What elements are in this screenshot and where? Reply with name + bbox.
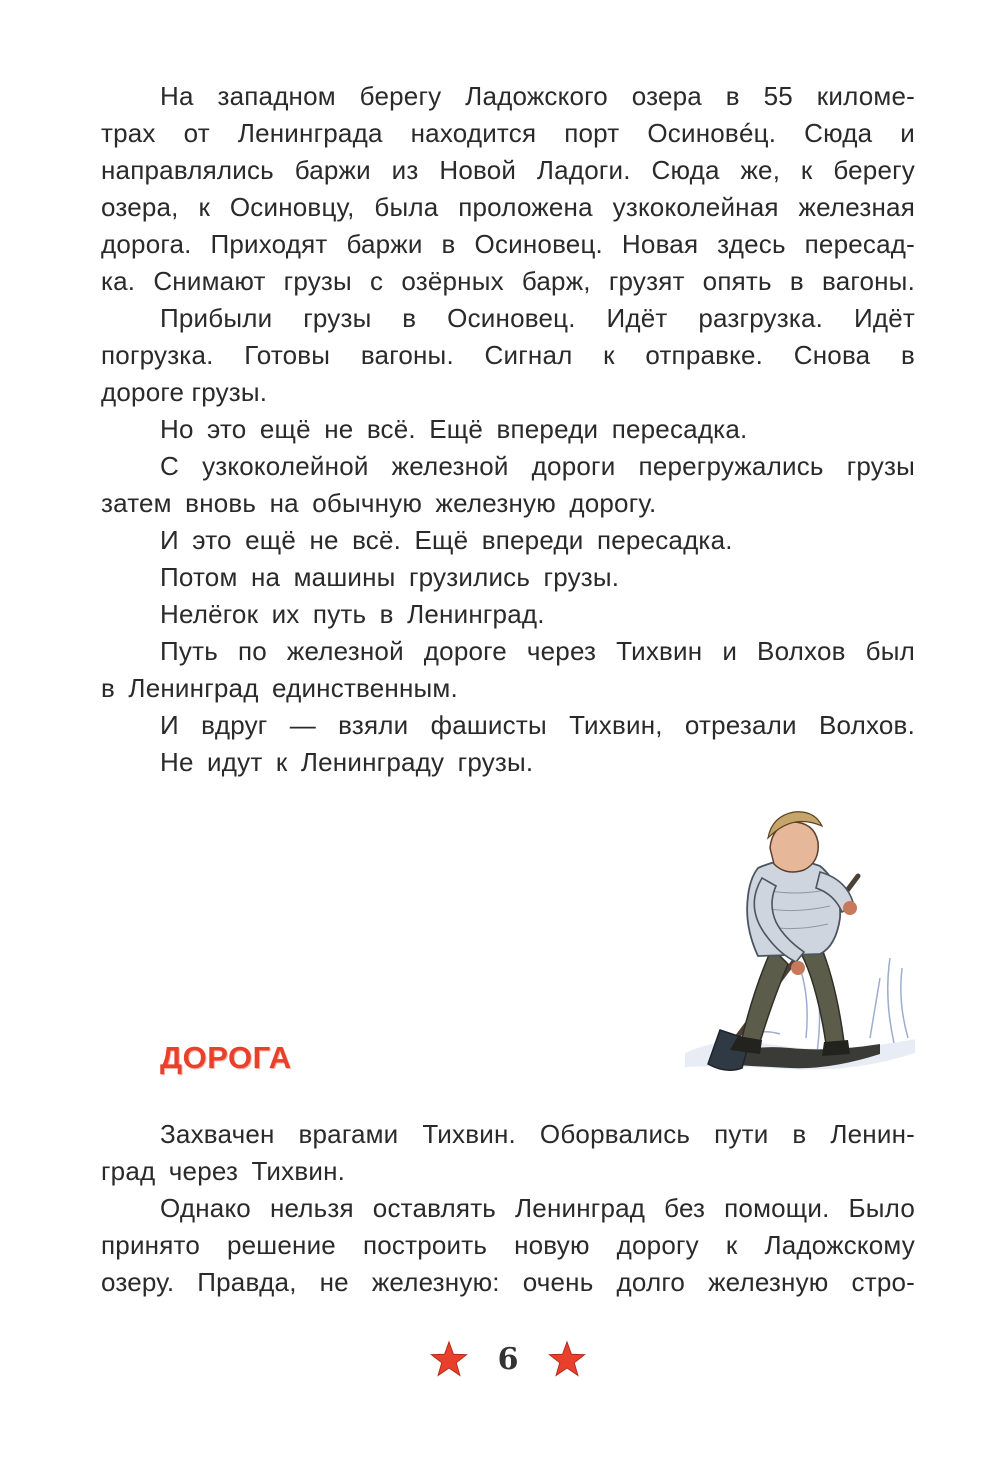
text-line: Но это ещё не всё. Ещё впереди пересадка. xyxy=(160,414,748,444)
text-line: Путь по железной дороге через Тихвин и Волхов был xyxy=(160,636,915,666)
text-line: Не идут к Ленинграду грузы. xyxy=(160,747,534,777)
text-line: И вдруг — взяли фашисты Тихвин, отрезали Волхов. xyxy=(160,710,915,740)
text-line: На западном берегу Ладожского озера в 55 киломе- xyxy=(160,81,915,111)
text-line: Однако нельзя оставлять Ленинград без помощи. Было xyxy=(160,1193,915,1223)
red-star-icon xyxy=(430,1340,468,1378)
text-line: С узкоколейной железной дороги перегружались грузы xyxy=(160,451,915,481)
text-line: дорога. Приходят баржи в Осиновец. Новая здесь пересад- xyxy=(101,229,915,259)
text-line: в Ленинград единственным. xyxy=(101,673,458,703)
text-line: дороге грузы. xyxy=(101,377,268,407)
man-with-shovel-illustration xyxy=(680,798,920,1088)
page-footer xyxy=(0,1330,1000,1390)
text-line: Потом на машины грузились грузы. xyxy=(160,562,620,592)
text-line: Захвачен врагами Тихвин. Оборвались пути в Ленин- xyxy=(160,1119,915,1149)
text-line: Прибыли грузы в Осиновец. Идёт разгрузка. Идёт xyxy=(160,303,915,333)
text-line: озеру. Правда, не железную: очень долго железную стро- xyxy=(101,1267,915,1297)
text-line: ка. Снимают грузы с озёрных барж, грузят опять в вагоны. xyxy=(101,266,915,296)
text-line: Нелёгок их путь в Ленинград. xyxy=(160,599,545,629)
section-heading: ДОРОГА xyxy=(160,1040,292,1075)
text-line: трах от Ленинграда находится порт Осиновéц. Сюда и xyxy=(101,118,915,148)
text-line: направлялись баржи из Новой Ладоги. Сюда же, к берегу xyxy=(101,155,915,185)
red-star-icon xyxy=(548,1340,586,1378)
page-number: 6 xyxy=(497,1342,519,1377)
text-line: озера, к Осиновцу, была проложена узкоколейная железная xyxy=(101,192,915,222)
text-line: град через Тихвин. xyxy=(101,1156,346,1186)
text-line: затем вновь на обычную железную дорогу. xyxy=(101,488,657,518)
text-line: погрузка. Готовы вагоны. Сигнал к отправке. Снова в xyxy=(101,340,915,370)
text-line: И это ещё не всё. Ещё впереди пересадка. xyxy=(160,525,733,555)
text-line: принято решение построить новую дорогу к Ладожскому xyxy=(101,1230,915,1260)
